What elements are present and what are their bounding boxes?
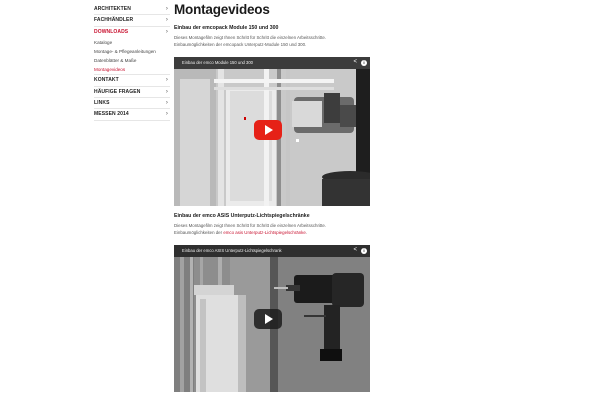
- description-text: .: [305, 230, 308, 236]
- sidebar-item-label: FACHHÄNDLER: [94, 17, 134, 24]
- chevron-right-icon: ›: [165, 88, 168, 95]
- share-icon[interactable]: <: [353, 58, 357, 65]
- chevron-right-icon: ›: [165, 28, 168, 35]
- page-title: Montagevideos: [174, 2, 270, 17]
- section-description: [174, 222, 370, 236]
- sidebar-item-label: KONTAKT: [94, 77, 119, 84]
- product-link[interactable]: emco asis Unterputz-Lichtspiegelschränke: [223, 230, 306, 236]
- play-icon[interactable]: [254, 309, 282, 329]
- sidebar-item-haeufige-fragen[interactable]: [94, 87, 170, 98]
- video-title-bar: [174, 245, 370, 257]
- chevron-right-icon: ›: [165, 111, 168, 118]
- section-title: Einbau der emco ASIS Unterputz-Lichtspiegelschränke: [174, 213, 310, 219]
- play-icon[interactable]: [254, 120, 282, 140]
- chevron-right-icon: ›: [165, 6, 168, 12]
- description-line: Einbaumöglichkeiten der emcopack Unterputz-Module 150 und 300.: [174, 42, 307, 48]
- sidebar-nav: [94, 4, 170, 121]
- sidebar-item-label: HÄUFIGE FRAGEN: [94, 88, 141, 95]
- description-line: Dieses Montagefilm zeigt Ihnen Schritt für Schritt die einzelnen Arbeitsschritte.: [174, 223, 327, 228]
- sidebar-subitem-datenblaetter[interactable]: Datenblätter & Maße: [94, 58, 137, 64]
- sidebar-subitem-montageanleitungen[interactable]: Montage- & Pflegeanleitungen: [94, 49, 156, 55]
- sidebar-item-label: DOWNLOADS: [94, 28, 129, 35]
- video-player[interactable]: [174, 245, 370, 392]
- chevron-right-icon: ›: [165, 77, 168, 84]
- video-title-bar: [174, 57, 370, 69]
- sidebar-item-label: LINKS: [94, 99, 110, 106]
- sidebar-item-kontakt[interactable]: [94, 75, 170, 86]
- sidebar-item-downloads[interactable]: [94, 27, 170, 38]
- sidebar-item-messen[interactable]: [94, 109, 170, 120]
- info-icon[interactable]: i: [361, 248, 367, 254]
- section-description: [174, 34, 370, 48]
- section-title: Einbau der emcopack Module 150 und 300: [174, 25, 279, 31]
- sidebar-subitem-kataloge[interactable]: Kataloge: [94, 40, 113, 46]
- video-title[interactable]: Einbau der emco ASIS Unterputz-Lichtspiegelschrank: [182, 248, 282, 253]
- description-line: [174, 229, 370, 236]
- sidebar-item-label: MESSEN 2014: [94, 111, 129, 118]
- sidebar-item-architekten[interactable]: [94, 4, 170, 15]
- description-line: Dieses Montagefilm zeigt Ihnen Schritt für Schritt die einzelnen Arbeitsschritte.: [174, 35, 327, 40]
- sidebar-item-links[interactable]: [94, 98, 170, 109]
- video-title[interactable]: Einbau der emco Module 150 und 300: [182, 60, 254, 65]
- sidebar-subitem-montagevideos[interactable]: Montagevideos: [94, 65, 170, 75]
- video-player[interactable]: [174, 57, 370, 206]
- share-icon[interactable]: <: [353, 246, 357, 253]
- chevron-right-icon: ›: [165, 17, 168, 24]
- info-icon[interactable]: i: [361, 60, 367, 66]
- sidebar-item-label: ARCHITEKTEN: [94, 6, 131, 12]
- chevron-right-icon: ›: [165, 99, 168, 106]
- sidebar-item-fachhaendler[interactable]: [94, 15, 170, 26]
- description-text: Einbaumöglichkeiten der: [174, 230, 224, 236]
